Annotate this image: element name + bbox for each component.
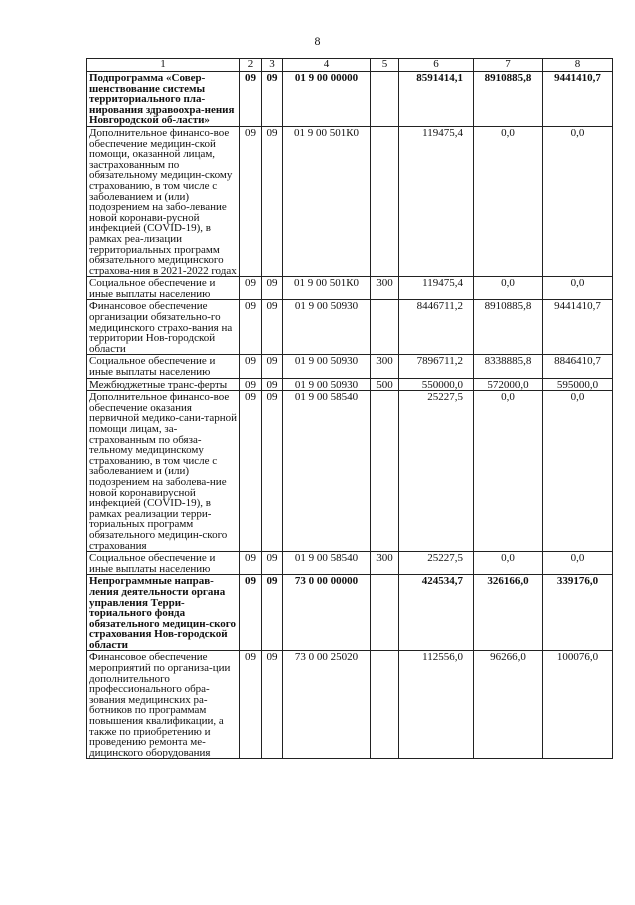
amount-col8-cell: 0,0 [543,277,613,300]
amount-col7-cell: 8338885,8 [474,355,543,378]
column-header: 4 [283,59,371,72]
subsection-code-cell: 09 [262,300,283,355]
row-name-cell: Социальное обеспечение и иные выплаты населению [87,277,240,300]
amount-col6-cell: 25227,5 [399,391,474,552]
amount-col6-cell: 119475,4 [399,126,474,276]
amount-col8-cell: 9441410,7 [543,300,613,355]
table-row [87,126,613,276]
subsection-code-cell: 09 [262,651,283,759]
section-code-cell: 09 [240,72,262,127]
expense-type-cell [371,651,399,759]
expense-type-cell [371,300,399,355]
expense-type-cell: 300 [371,355,399,378]
amount-col8-cell: 0,0 [543,391,613,552]
expense-type-cell: 500 [371,378,399,391]
amount-col6-cell: 119475,4 [399,277,474,300]
amount-col6-cell: 8446711,2 [399,300,474,355]
section-code-cell: 09 [240,575,262,651]
row-name-cell: Межбюджетные транс-ферты [87,378,240,391]
amount-col6-cell: 424534,7 [399,575,474,651]
section-code-cell: 09 [240,552,262,575]
section-code-cell: 09 [240,391,262,552]
amount-col8-cell: 100076,0 [543,651,613,759]
row-name-cell: Непрограммные направ-ления деятельности органа управления Терри-ториального фонда обязательного медицин-ского страхования Нов-городской области [87,575,240,651]
row-name-cell: Социальное обеспечение и иные выплаты населению [87,355,240,378]
page-number: 8 [314,34,321,48]
section-code-cell: 09 [240,277,262,300]
amount-col7-cell: 572000,0 [474,378,543,391]
section-code-cell: 09 [240,126,262,276]
subsection-code-cell: 09 [262,391,283,552]
subsection-code-cell: 09 [262,378,283,391]
column-header: 7 [474,59,543,72]
amount-col6-cell: 112556,0 [399,651,474,759]
subsection-code-cell: 09 [262,355,283,378]
target-article-cell: 01 9 00 50930 [283,300,371,355]
table-row [87,378,613,391]
amount-col8-cell: 8846410,7 [543,355,613,378]
target-article-cell: 01 9 00 00000 [283,72,371,127]
column-header: 6 [399,59,474,72]
section-code-cell: 09 [240,355,262,378]
section-code-cell: 09 [240,300,262,355]
amount-col7-cell: 326166,0 [474,575,543,651]
target-article-cell: 01 9 00 501К0 [283,277,371,300]
table-row [87,651,613,759]
expense-type-cell [371,391,399,552]
column-number-row [87,59,613,72]
expense-type-cell [371,126,399,276]
expense-type-cell [371,72,399,127]
subsection-code-cell: 09 [262,552,283,575]
target-article-cell: 01 9 00 501К0 [283,126,371,276]
amount-col7-cell: 8910885,8 [474,72,543,127]
column-header: 2 [240,59,262,72]
table-row [87,552,613,575]
amount-col7-cell: 0,0 [474,552,543,575]
table-row [87,300,613,355]
row-name-cell: Социальное обеспечение и иные выплаты населению [87,552,240,575]
amount-col8-cell: 595000,0 [543,378,613,391]
row-name-cell: Подпрограмма «Совер-шенствование системы территориального пла-нирования здравоохра-нения Новгородской об-ласти» [87,72,240,127]
row-name-cell: Финансовое обеспечение мероприятий по организа-ции дополнительного профессионального обра-зования медицинских ра-ботников по программам повышения квалификации, а также по приобретению и проведению ремонта ме-дицинского оборудования [87,651,240,759]
amount-col7-cell: 0,0 [474,126,543,276]
expense-type-cell [371,575,399,651]
column-header: 3 [262,59,283,72]
row-name-cell: Финансовое обеспечение организации обязательно-го медицинского страхо-вания на территории Нов-городской области [87,300,240,355]
target-article-cell: 73 0 00 00000 [283,575,371,651]
section-code-cell: 09 [240,651,262,759]
expense-type-cell: 300 [371,552,399,575]
amount-col8-cell: 9441410,7 [543,72,613,127]
table-row [87,72,613,127]
amount-col6-cell: 8591414,1 [399,72,474,127]
column-header: 1 [87,59,240,72]
amount-col8-cell: 0,0 [543,126,613,276]
subsection-code-cell: 09 [262,575,283,651]
table-row [87,355,613,378]
table-row [87,277,613,300]
target-article-cell: 73 0 00 25020 [283,651,371,759]
amount-col7-cell: 96266,0 [474,651,543,759]
expense-type-cell: 300 [371,277,399,300]
amount-col7-cell: 0,0 [474,391,543,552]
amount-col8-cell: 339176,0 [543,575,613,651]
amount-col6-cell: 550000,0 [399,378,474,391]
subsection-code-cell: 09 [262,126,283,276]
amount-col7-cell: 0,0 [474,277,543,300]
target-article-cell: 01 9 00 58540 [283,552,371,575]
subsection-code-cell: 09 [262,72,283,127]
subsection-code-cell: 09 [262,277,283,300]
table-row [87,575,613,651]
target-article-cell: 01 9 00 58540 [283,391,371,552]
row-name-cell: Дополнительное финансо-вое обеспечение оказания первичной медико-сани-тарной помощи лицам, за-страхованным по обяза-тельному медицинскому страхованию, в том числе с заболеванием и (или) подозрением на заболева-ние новой коронавирусной инфекцией (COVID-19), в рамках реализации терри-ториальных программ обязательного медицин-ского страхования [87,391,240,552]
column-header: 5 [371,59,399,72]
table-row [87,391,613,552]
amount-col6-cell: 25227,5 [399,552,474,575]
target-article-cell: 01 9 00 50930 [283,378,371,391]
amount-col8-cell: 0,0 [543,552,613,575]
budget-table [86,58,613,759]
column-header: 8 [543,59,613,72]
amount-col7-cell: 8910885,8 [474,300,543,355]
target-article-cell: 01 9 00 50930 [283,355,371,378]
section-code-cell: 09 [240,378,262,391]
amount-col6-cell: 7896711,2 [399,355,474,378]
row-name-cell: Дополнительное финансо-вое обеспечение медицин-ской помощи, оказанной лицам, застрахованным по обязательному медицин-скому страхованию, в том числе с заболеванием и (или) подозрением на забо-левание новой коронави-русной инфекцией (COVID-19), в рамках реа-лизации территориальных программ обязательного медицинского страхова-ния в 2021-2022 годах [87,126,240,276]
